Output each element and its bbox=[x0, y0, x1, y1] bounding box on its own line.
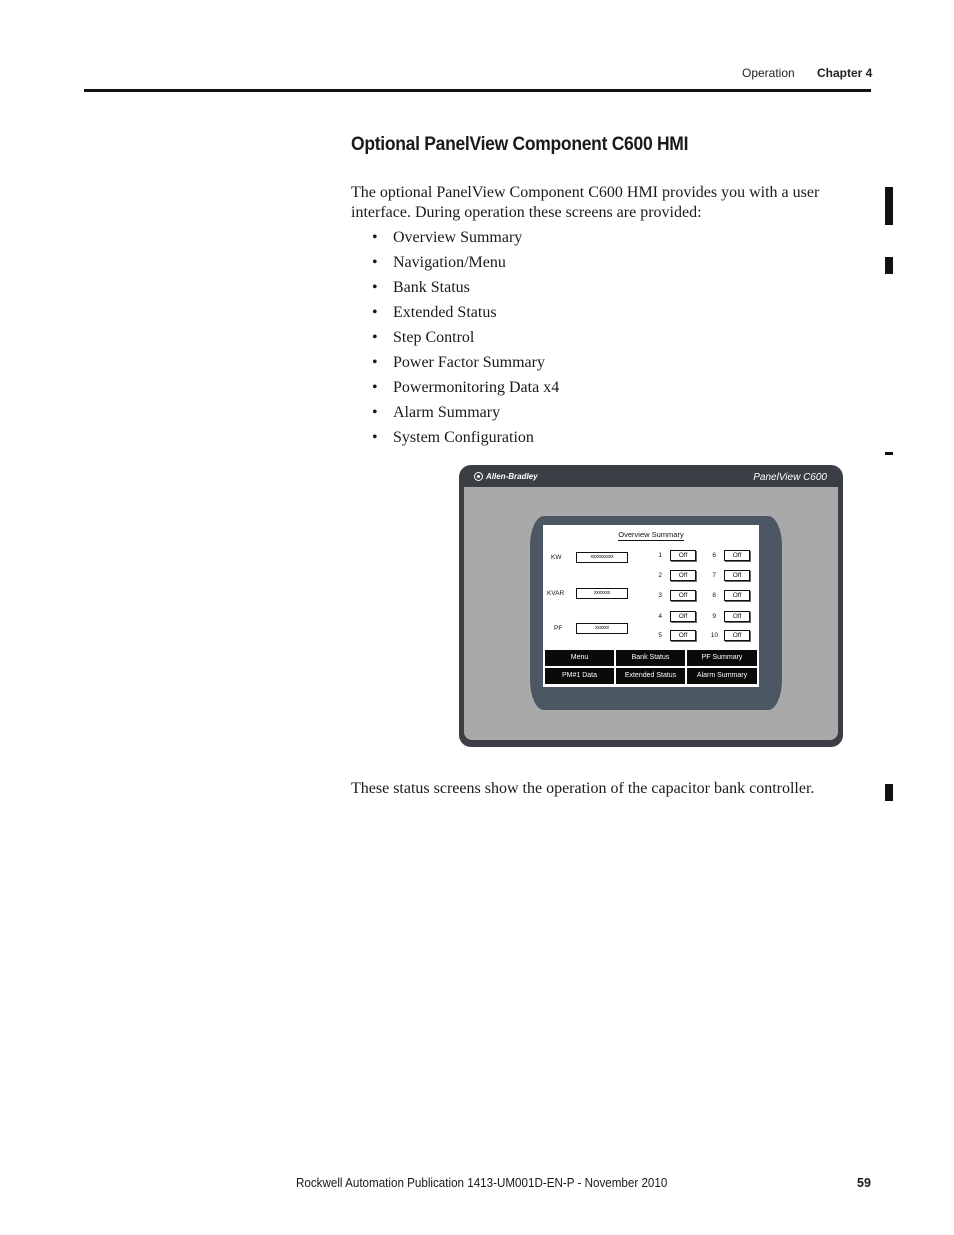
nav-button-extended-status[interactable]: Extended Status bbox=[616, 668, 685, 684]
hmi-bezel bbox=[463, 468, 839, 486]
intro-paragraph: The optional PanelView Component C600 HMI provides you with a user interface. During operation these screens are provided: bbox=[351, 184, 820, 221]
bank-status-button[interactable]: Off bbox=[724, 570, 750, 581]
metric-label-kvar: KVAR bbox=[547, 590, 565, 597]
section-title: Optional PanelView Component C600 HMI bbox=[351, 134, 689, 155]
hmi-screen bbox=[543, 525, 759, 687]
bank-status-button[interactable]: Off bbox=[724, 550, 750, 561]
list-item: • System Configuration bbox=[372, 429, 534, 446]
screen-list bbox=[372, 227, 559, 452]
bank-status-button[interactable]: Off bbox=[670, 590, 696, 601]
metric-label-kw: KW bbox=[551, 554, 562, 561]
footer-publication: Rockwell Automation Publication 1413-UM001D-EN-P - November 2010 bbox=[296, 1176, 668, 1190]
list-item-text: Overview Summary bbox=[393, 229, 523, 246]
nav-button-alarm-summary[interactable]: Alarm Summary bbox=[687, 668, 757, 684]
list-item: • Overview Summary bbox=[372, 229, 523, 246]
nav-button-pm1-data[interactable]: PM#1 Data bbox=[545, 668, 614, 684]
screen-title bbox=[543, 530, 759, 539]
bank-number: 7 bbox=[712, 572, 716, 579]
list-item-text: Bank Status bbox=[393, 279, 470, 296]
closing-paragraph: These status screens show the operation of the capacitor bank controller. bbox=[351, 780, 815, 797]
bank-status-button[interactable]: Off bbox=[670, 550, 696, 561]
list-item: • Bank Status bbox=[372, 279, 470, 296]
brand-label bbox=[474, 472, 538, 481]
bank-number: 9 bbox=[712, 613, 716, 620]
bank-status-button[interactable]: Off bbox=[670, 630, 696, 641]
nav-button-bank-status[interactable]: Bank Status bbox=[616, 650, 685, 666]
bank-status-button[interactable]: Off bbox=[724, 611, 750, 622]
allen-bradley-logo-icon bbox=[474, 472, 483, 481]
metric-value-kvar: xxxxxxx bbox=[576, 588, 628, 599]
list-item: • Navigation/Menu bbox=[372, 254, 506, 271]
list-item: • Step Control bbox=[372, 329, 475, 346]
hmi-face bbox=[464, 487, 838, 740]
list-item-text: Powermonitoring Data x4 bbox=[393, 379, 560, 396]
list-item-text: System Configuration bbox=[393, 429, 534, 446]
brand-text: Allen-Bradley bbox=[486, 472, 538, 481]
bank-number: 4 bbox=[658, 613, 662, 620]
bank-status-button[interactable]: Off bbox=[670, 570, 696, 581]
bank-number: 5 bbox=[658, 632, 662, 639]
list-item: • Extended Status bbox=[372, 304, 497, 321]
screen-frame bbox=[530, 516, 782, 710]
page-number: 59 bbox=[857, 1176, 871, 1190]
bank-number: 6 bbox=[712, 552, 716, 559]
bank-number: 8 bbox=[712, 592, 716, 599]
bank-number: 2 bbox=[658, 572, 662, 579]
change-bar bbox=[885, 452, 893, 455]
list-item: • Alarm Summary bbox=[372, 404, 501, 421]
nav-button-pf-summary[interactable]: PF Summary bbox=[687, 650, 757, 666]
list-item: • Powermonitoring Data x4 bbox=[372, 379, 560, 396]
list-item-text: Step Control bbox=[393, 329, 475, 346]
screen-title-text: Overview Summary bbox=[618, 530, 684, 539]
hmi-device-illustration bbox=[459, 465, 843, 747]
metric-value-kw: xxxxxxxxxx bbox=[576, 552, 628, 563]
model-label: PanelView C600 bbox=[753, 472, 827, 483]
list-item-text: Power Factor Summary bbox=[393, 354, 545, 371]
list-item-text: Alarm Summary bbox=[393, 404, 501, 421]
metric-value-pf: xxxxxx bbox=[576, 623, 628, 634]
list-item-text: Extended Status bbox=[393, 304, 497, 321]
bank-number: 1 bbox=[658, 552, 662, 559]
nav-button-menu[interactable]: Menu bbox=[545, 650, 614, 666]
header-rule bbox=[84, 89, 871, 92]
list-item-text: Navigation/Menu bbox=[393, 254, 506, 271]
bank-number: 3 bbox=[658, 592, 662, 599]
bank-number: 10 bbox=[710, 632, 718, 639]
bank-status-button[interactable]: Off bbox=[724, 590, 750, 601]
change-bar bbox=[885, 784, 893, 801]
bank-status-button[interactable]: Off bbox=[724, 630, 750, 641]
change-bar bbox=[885, 187, 893, 225]
change-bar bbox=[885, 257, 893, 274]
metric-label-pf: PF bbox=[554, 625, 563, 632]
running-header-section: Operation bbox=[742, 66, 795, 80]
bank-status-button[interactable]: Off bbox=[670, 611, 696, 622]
running-header-chapter: Chapter 4 bbox=[817, 66, 873, 80]
list-item: • Power Factor Summary bbox=[372, 354, 545, 371]
